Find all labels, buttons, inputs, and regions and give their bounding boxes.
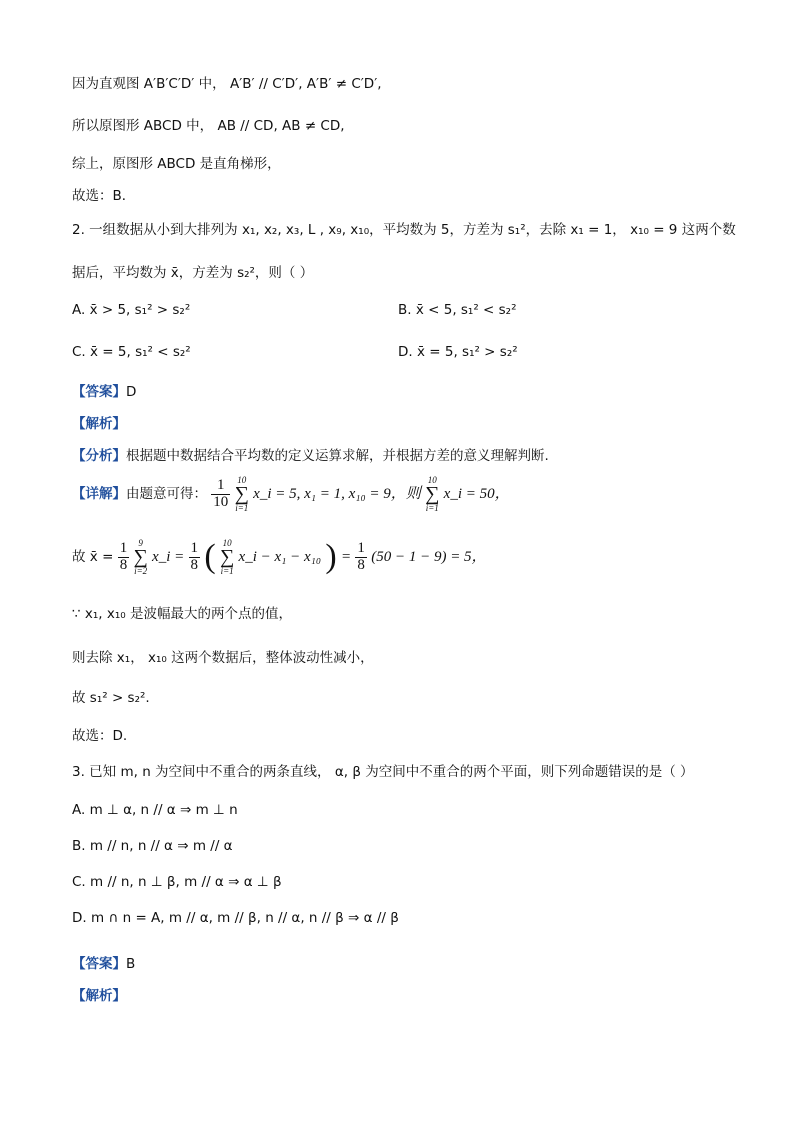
sum-lower: i=1 xyxy=(425,502,439,513)
text-line: 故 s₁² > s₂². xyxy=(72,690,150,706)
analysis-tag: 【解析】 xyxy=(72,988,126,1004)
sigma-icon: ∑ xyxy=(219,545,235,568)
detail-tag: 【详解】 xyxy=(72,486,126,503)
fenxi-text: 根据题中数据结合平均数的定义运算求解，并根据方差的意义理解判断. xyxy=(126,448,549,464)
summation xyxy=(425,476,439,512)
sum-lower: i=1 xyxy=(220,565,234,576)
detail-text: 由题意可得： xyxy=(126,486,207,503)
question-3-stem: 3. 已知 m, n 为空间中不重合的两条直线， α, β 为空间中不重合的两个平面，则下列命题错误的是（ ） xyxy=(72,764,694,780)
sum-upper: 10 xyxy=(222,537,232,548)
answer-value: B xyxy=(126,956,136,972)
text-line: 所以原图形 ABCD 中， AB // CD, AB ≠ CD, xyxy=(72,118,345,134)
sum-lower: i=2 xyxy=(134,565,148,576)
numerator: 1 xyxy=(211,478,230,495)
text-line: 故选：B． xyxy=(72,188,136,204)
text-line: 因为直观图 A′B′C′D′ 中， A′B′ // C′D′, A′B′ ≠ C′D′, xyxy=(72,76,382,92)
math-expr: = xyxy=(340,549,352,565)
question-2-stem: 2. 一组数据从小到大排列为 x₁, x₂, x₃, L , x₉, x₁₀，平均数为 5，方差为 s₁²，去除 x₁ = 1， x₁₀ = 9 这两个数 xyxy=(72,222,736,238)
math-expr: x_i = 5, x₁ = 1, x₁₀ = 9，则 xyxy=(253,486,421,503)
detail-line xyxy=(72,476,510,512)
fenxi-line xyxy=(72,444,549,464)
summation xyxy=(220,539,234,575)
analysis-tag: 【解析】 xyxy=(72,416,126,432)
option-c: C. x̄ = 5, s₁² < s₂² xyxy=(72,344,191,360)
answer-tag: 【答案】 xyxy=(72,384,126,400)
answer-line xyxy=(72,952,135,972)
fenxi-tag: 【分析】 xyxy=(72,448,126,464)
sigma-icon: ∑ xyxy=(133,545,148,568)
denominator: 8 xyxy=(119,556,128,573)
sum-lower: i=1 xyxy=(235,502,249,513)
math-expr: (50 − 1 − 9) = 5， xyxy=(371,549,487,565)
summation xyxy=(133,539,147,575)
answer-value: D xyxy=(126,384,137,400)
text-line: ∵ x₁, x₁₀ 是波幅最大的两个点的值， xyxy=(72,606,292,622)
math-expr: x_i = xyxy=(152,549,185,565)
fraction xyxy=(211,478,230,511)
option-b: B. x̄ < 5, s₁² < s₂² xyxy=(398,302,517,318)
formula-line xyxy=(72,538,487,576)
text-line: 综上，原图形 ABCD 是直角梯形， xyxy=(72,156,281,172)
sum-upper: 10 xyxy=(237,475,247,485)
answer-line xyxy=(72,380,136,400)
sum-upper: 10 xyxy=(427,475,437,485)
option-d: D. x̄ = 5, s₁² > s₂² xyxy=(398,344,518,360)
option-d: D. m ∩ n = A, m // α, m // β, n // α, n // β ⇒ α // β xyxy=(72,910,399,926)
summation xyxy=(235,476,249,512)
option-c: C. m // n, n ⊥ β, m // α ⇒ α ⊥ β xyxy=(72,874,282,890)
left-paren: ( xyxy=(204,538,216,575)
math-expr: x_i − x₁ − x₁₀ xyxy=(238,549,322,565)
sum-upper: 9 xyxy=(138,537,143,548)
sigma-icon: ∑ xyxy=(425,482,440,505)
option-a: A. x̄ > 5, s₁² > s₂² xyxy=(72,302,191,318)
math-expr: 故 x̄ = xyxy=(72,549,114,565)
text-line: 则去除 x₁， x₁₀ 这两个数据后，整体波动性减小， xyxy=(72,650,374,666)
denominator: 8 xyxy=(190,556,199,573)
right-paren: ) xyxy=(325,538,337,575)
fraction xyxy=(189,541,201,574)
option-b: B. m // n, n // α ⇒ m // α xyxy=(72,838,233,854)
question-2-stem: 据后，平均数为 x̄，方差为 s₂²，则（ ） xyxy=(72,265,314,281)
numerator: 1 xyxy=(190,539,199,556)
answer-tag: 【答案】 xyxy=(72,956,126,972)
sigma-icon: ∑ xyxy=(234,482,249,505)
numerator: 1 xyxy=(357,539,365,556)
fraction xyxy=(118,541,130,574)
fraction xyxy=(355,541,367,574)
numerator: 1 xyxy=(119,539,128,556)
option-a: A. m ⊥ α, n // α ⇒ m ⊥ n xyxy=(72,802,238,818)
math-expr: x_i = 50， xyxy=(443,486,510,503)
text-line: 故选：D. xyxy=(72,728,128,744)
denominator: 8 xyxy=(357,556,365,573)
denominator: 10 xyxy=(213,493,229,510)
